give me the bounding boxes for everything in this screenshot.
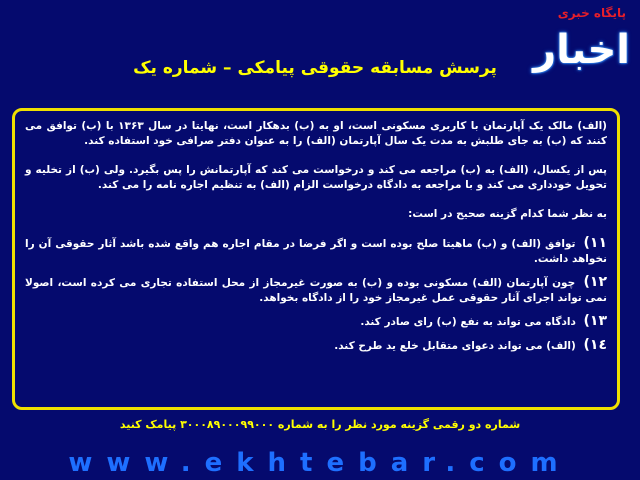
- option-number: ۱٤): [583, 337, 607, 353]
- option-number: ۱۱): [583, 235, 607, 251]
- option-text: دادگاه می تواند به نفع (ب) رای صادر کند.: [360, 316, 576, 328]
- logo-wordmark: اخبار: [533, 27, 630, 73]
- option-12: [25, 275, 607, 306]
- option-text: توافق (الف) و (ب) ماهیتا صلح بوده است و اگر فرضا در مقام اجاره هم واقع شده باشد آثار حقوقی آن را نخواهد داشت.: [25, 238, 607, 265]
- ekhtebar-logo: [520, 6, 630, 82]
- question-paragraph-1: (الف) مالک یک آپارتمان با کاربری مسکونی است، او به (ب) بدهکار است، نهایتا در سال ۱۳۶۳ با (ب) توافق می کنند که (ب) به جای طلبش به مدت یک سال آپارتمان (الف) را به عنوان دفتر صرافی خود استفاده کند.: [25, 120, 607, 147]
- website-url[interactable]: www.ekhtebar.com: [68, 448, 572, 478]
- option-number: ۱۲): [583, 274, 608, 290]
- option-13: [25, 314, 607, 330]
- option-11: [25, 236, 607, 267]
- option-text: چون آپارتمان (الف) مسکونی بوده و (ب) به صورت غیرمجاز از محل استفاده تجاری می کرده است، اصولا نمی تواند اجرای آثار حقوقی عمل غیرمجاز خود را از دادگاه بخواهد.: [25, 277, 607, 304]
- question-prompt: به نظر شما کدام گزینه صحیح در است:: [408, 208, 607, 220]
- sms-instruction: شماره دو رقمی گزینه مورد نظر را به شماره ۳۰۰۰۸۹۰۰۰۹۹۰۰۰ پیامک کنید: [119, 418, 521, 431]
- logo-subtitle: پایگاه خبری: [557, 6, 626, 20]
- page-title: پرسش مسابقه حقوقی پیامکی – شماره یک: [133, 58, 497, 78]
- question-paragraph-2: پس از یکسال، (الف) به (ب) مراجعه می کند و درخواست می کند که آپارتمانش را پس بگیرد. ولی (ب) از تخلیه و تحویل خودداری می کند و با مراجعه به دادگاه درخواست الزام (الف) به تنظیم اجاره نامه را می کند.: [25, 164, 607, 191]
- option-text: (الف) می تواند دعوای متقابل خلع ید طرح کند.: [334, 340, 576, 352]
- question-panel: [12, 108, 620, 410]
- option-14: [25, 338, 607, 354]
- option-number: ۱۳): [583, 313, 607, 329]
